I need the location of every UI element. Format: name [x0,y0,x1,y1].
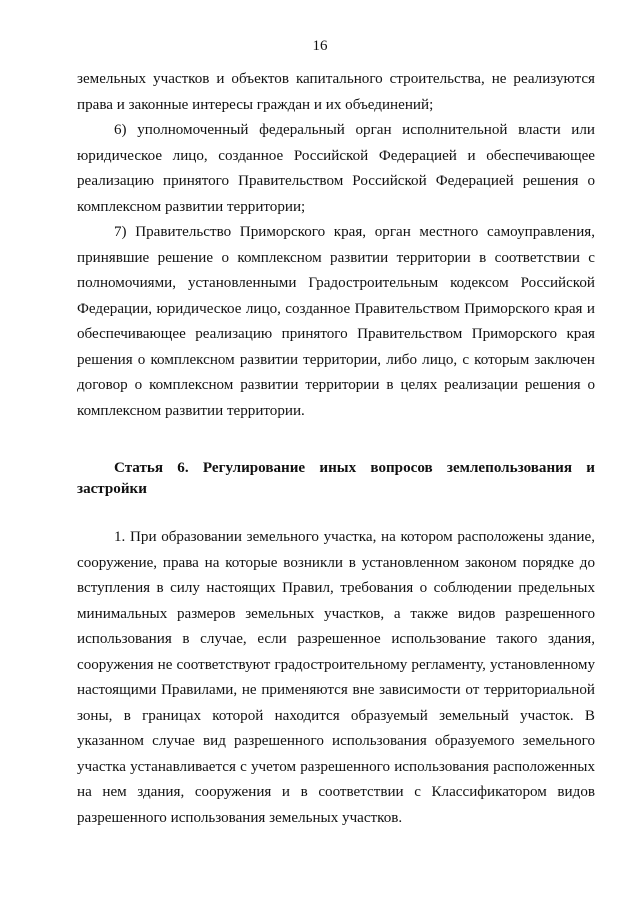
paragraph-item-7: 7) Правительство Приморского края, орган местного самоуправления, принявшие решение о комплексном развитии территории в соответствии с полномочиями, установленными Градостроительным кодексом Российской Федерации, юридическое лицо, созданное Правительством Приморского края и обеспечивающее реализацию принятого Правительством Приморского края решения о комплексном развитии территории, либо лицо, с которым заключен договор о комплексном развитии территории в целях реализации решения о комплексном развитии территории. [77,224,595,419]
document-body [77,67,595,831]
paragraph-item-6: 6) уполномоченный федеральный орган исполнительной власти или юридическое лицо, созданное Российской Федерацией и обеспечивающее реализацию принятого Правительством Российской Федерацией решения о комплексном развитии территории; [77,122,595,215]
page-number: 16 [312,38,328,54]
article-paragraph-1: 1. При образовании земельного участка, на котором расположены здание, сооружение, права на которые возникли в установленном законом порядке до вступления в силу настоящих Правил, требования о соблюдении предельных минимальных размеров земельных участков, а также видов разрешенного использования в случае, если разрешенное использование такого здания, сооружения не соответствуют градостроительному регламенту, установленному настоящими Правилами, не применяются вне зависимости от территориальной зоны, в границах которой находится образуемый земельный участок. В указанном случае вид разрешенного использования образуемого земельного участка устанавливается с учетом разрешенного использования расположенных на нем здания, сооружения и в соответствии с Классификатором видов разрешенного использования земельных участков. [77,529,595,826]
paragraph-continuation: земельных участков и объектов капитального строительства, не реализуются права и законные интересы граждан и их объединений; [77,71,595,113]
article-heading: Статья 6. Регулирование иных вопросов землепользования и застройки [77,460,595,497]
